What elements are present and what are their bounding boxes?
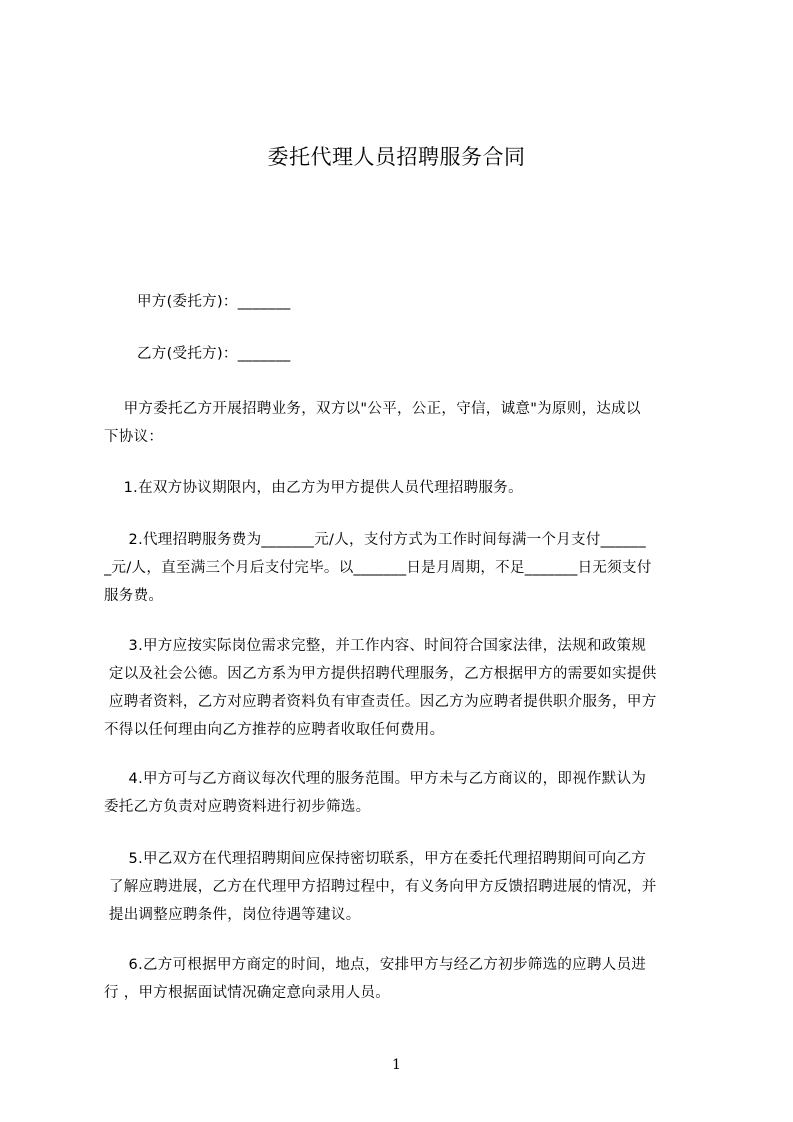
clause-line: 提出调整应聘条件，岗位待遇等建议。 [104, 907, 361, 923]
clause-line: _元/人，直至满三个月后支付完毕。以_______日是月周期，不足_______日无须支付 [104, 560, 652, 576]
clause-6 [104, 951, 704, 1007]
clause-2 [104, 526, 704, 610]
clause-1 [104, 474, 704, 502]
clause-line: 1.在双方协议期限内，由乙方为甲方提供人员代理招聘服务。 [104, 480, 523, 496]
intro-line: 下协议： [104, 429, 164, 445]
clause-5 [104, 845, 704, 929]
intro-line: 甲方委托乙方开展招聘业务，双方以"公平，公正，守信，诚意"为原则，达成以 [104, 401, 641, 417]
party-a-line: 甲方(委托方)：_______ [137, 294, 291, 310]
clause-line: 5.甲乙双方在代理招聘期间应保持密切联系，甲方在委托代理招聘期间可向乙方 [104, 851, 647, 867]
clause-line: 应聘者资料，乙方对应聘者资料负有审查责任。因乙方为应聘者提供职介服务，甲方 [104, 694, 657, 710]
clause-line: 4.甲方可与乙方商议每次代理的服务范围。甲方未与乙方商议的，即视作默认为 [104, 771, 647, 787]
document-title: 委托代理人员招聘服务合同 [267, 145, 526, 169]
clause-line: 行 ，甲方根据面试情况确定意向录用人员。 [104, 985, 391, 1001]
clause-line: 定以及社会公德。因乙方系为甲方提供招聘代理服务，乙方根据甲方的需要如实提供 [104, 666, 657, 682]
clause-line: 2.代理招聘服务费为_______元/人，支付方式为工作时间每满一个月支付______ [104, 532, 646, 548]
clause-4 [104, 765, 704, 821]
clause-line: 不得以任何理由向乙方推荐的应聘者收取任何费用。 [104, 722, 445, 738]
clause-line: 服务费。 [104, 588, 164, 604]
clause-line: 了解应聘进展，乙方在代理甲方招聘过程中，有义务向甲方反馈招聘进展的情况，并 [104, 879, 657, 895]
intro-paragraph [104, 395, 704, 451]
clause-line: 6.乙方可根据甲方商定的时间，地点，安排甲方与经乙方初步筛选的应聘人员进 [104, 957, 647, 973]
page-number: 1 [392, 1057, 401, 1073]
clause-3 [104, 632, 704, 744]
clause-line: 委托乙方负责对应聘资料进行初步筛选。 [104, 799, 371, 815]
party-b-line: 乙方(受托方)：_______ [137, 346, 291, 362]
clause-line: 3.甲方应按实际岗位需求完整，并工作内容、时间符合国家法律，法规和政策规 [104, 638, 647, 654]
